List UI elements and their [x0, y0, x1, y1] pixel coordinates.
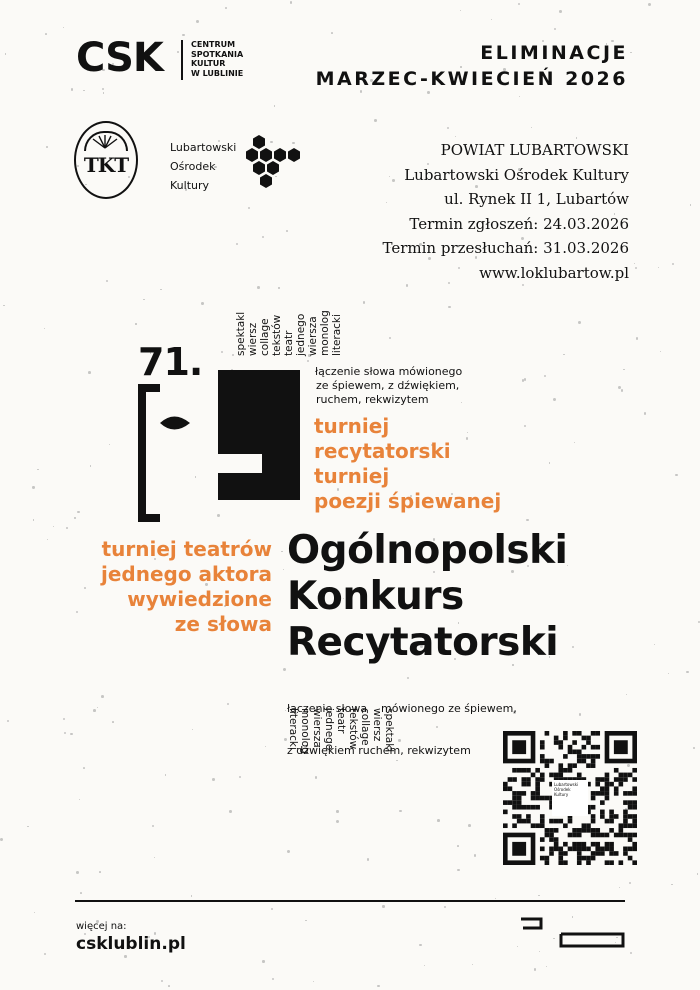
- tkt-logo-letters: TKT: [83, 153, 129, 177]
- vertical-word: teatr: [283, 330, 295, 356]
- vertical-word: monolog: [299, 708, 311, 754]
- vertical-word: tekstów: [271, 314, 283, 356]
- address-line: Termin przesłuchań: 31.03.2026: [382, 239, 629, 258]
- vertical-words-top: [236, 296, 343, 356]
- category-list-right: [314, 414, 501, 514]
- category-item: wywiedzione: [127, 587, 272, 611]
- hexagon-cluster-icon: [245, 133, 300, 191]
- title-line: Recytatorski: [287, 620, 559, 665]
- category-item: poezji śpiewanej: [314, 489, 502, 513]
- website-link[interactable]: www.loklubartow.pl: [479, 263, 629, 282]
- csk-logo-divider: [181, 40, 183, 80]
- vertical-word: collage: [259, 318, 271, 356]
- category-item: turniej: [314, 414, 390, 438]
- vertical-word: spektakl: [383, 708, 395, 753]
- category-list-left: [101, 537, 272, 637]
- title-line: Ogólnopolski: [287, 528, 568, 573]
- lok-logo-line: Kultury: [170, 179, 210, 192]
- lok-logo-line: Ośrodek: [170, 160, 216, 173]
- more-info-label: więcej na:: [76, 921, 127, 932]
- qr-logo-line: Kultury: [554, 792, 569, 797]
- address-block: [383, 138, 629, 286]
- vertical-words-bottom: [287, 708, 394, 770]
- edition-number: 71.: [138, 340, 203, 384]
- category-item: turniej teatrów: [101, 537, 272, 561]
- heading-line-1: ELIMINACJE: [480, 42, 628, 64]
- title-line: Konkurs: [287, 574, 464, 619]
- category-item: jednego aktora: [100, 562, 272, 586]
- footer-website-link[interactable]: csklublin.pl: [76, 934, 186, 954]
- category-item: recytatorski: [314, 439, 451, 463]
- vertical-word: collage: [359, 708, 371, 746]
- qr-logo-line: Ośrodek: [554, 787, 571, 792]
- contest-title: [287, 528, 567, 666]
- address-line: Termin zgłoszeń: 24.03.2026: [409, 214, 629, 233]
- description-line: łączenie słowa mówionego ze śpiewem,: [287, 702, 517, 715]
- csk-logo-line: CENTRUM: [191, 40, 236, 49]
- address-line: POWIAT LUBARTOWSKI: [440, 141, 629, 159]
- tkt-logo: [74, 121, 138, 199]
- vertical-word: wiersz: [371, 708, 383, 742]
- face-graphic-icon: [138, 366, 303, 522]
- description-top: [315, 365, 462, 407]
- qr-center-logo: [552, 780, 588, 816]
- vertical-word: tekstów: [347, 708, 359, 750]
- lok-logo-text: [170, 138, 236, 195]
- address-line: ul. Rynek II 1, Lubartów: [444, 190, 629, 209]
- event-heading: [316, 40, 628, 92]
- vertical-word: wiersza: [307, 316, 319, 356]
- bracket-decoration-icon: [521, 916, 625, 950]
- address-line: Lubartowski Ośrodek Kultury: [404, 165, 629, 184]
- lok-logo-line: Lubartowski: [170, 141, 237, 154]
- category-item: ze słowa: [174, 612, 272, 636]
- csk-logo-text: [191, 40, 243, 78]
- vertical-word: literacki: [287, 708, 299, 750]
- category-item: turniej: [314, 464, 390, 488]
- vertical-word: teatr: [335, 708, 347, 734]
- vertical-word: wiersza: [311, 708, 323, 748]
- qr-logo-line: Lubartowski: [554, 782, 579, 787]
- vertical-word: jednego: [295, 313, 307, 356]
- vertical-word: jednego: [323, 708, 335, 751]
- csk-logo-line: SPOTKANIA: [191, 49, 244, 59]
- csk-logo-mark: CSK: [76, 35, 163, 81]
- vertical-word: literacki: [331, 314, 343, 356]
- csk-logo-line: KULTUR: [191, 59, 226, 68]
- vertical-word: wiersz: [247, 322, 259, 356]
- description-line: ruchem, rekwizytem: [316, 393, 429, 406]
- description-line: ze śpiewem, z dźwiękiem,: [316, 379, 460, 392]
- footer-divider: [75, 900, 625, 902]
- description-line: łączenie słowa mówionego: [315, 365, 463, 378]
- vertical-word: spektakl: [235, 311, 247, 356]
- csk-logo-line: W LUBLINIE: [191, 68, 244, 78]
- tkt-rays-icon: [90, 135, 120, 149]
- vertical-word: monolog: [319, 310, 331, 356]
- description-line: z dźwiękiem ruchem, rekwizytem: [287, 744, 471, 757]
- heading-line-2: MARZEC-KWIECIEŃ 2026: [315, 68, 628, 90]
